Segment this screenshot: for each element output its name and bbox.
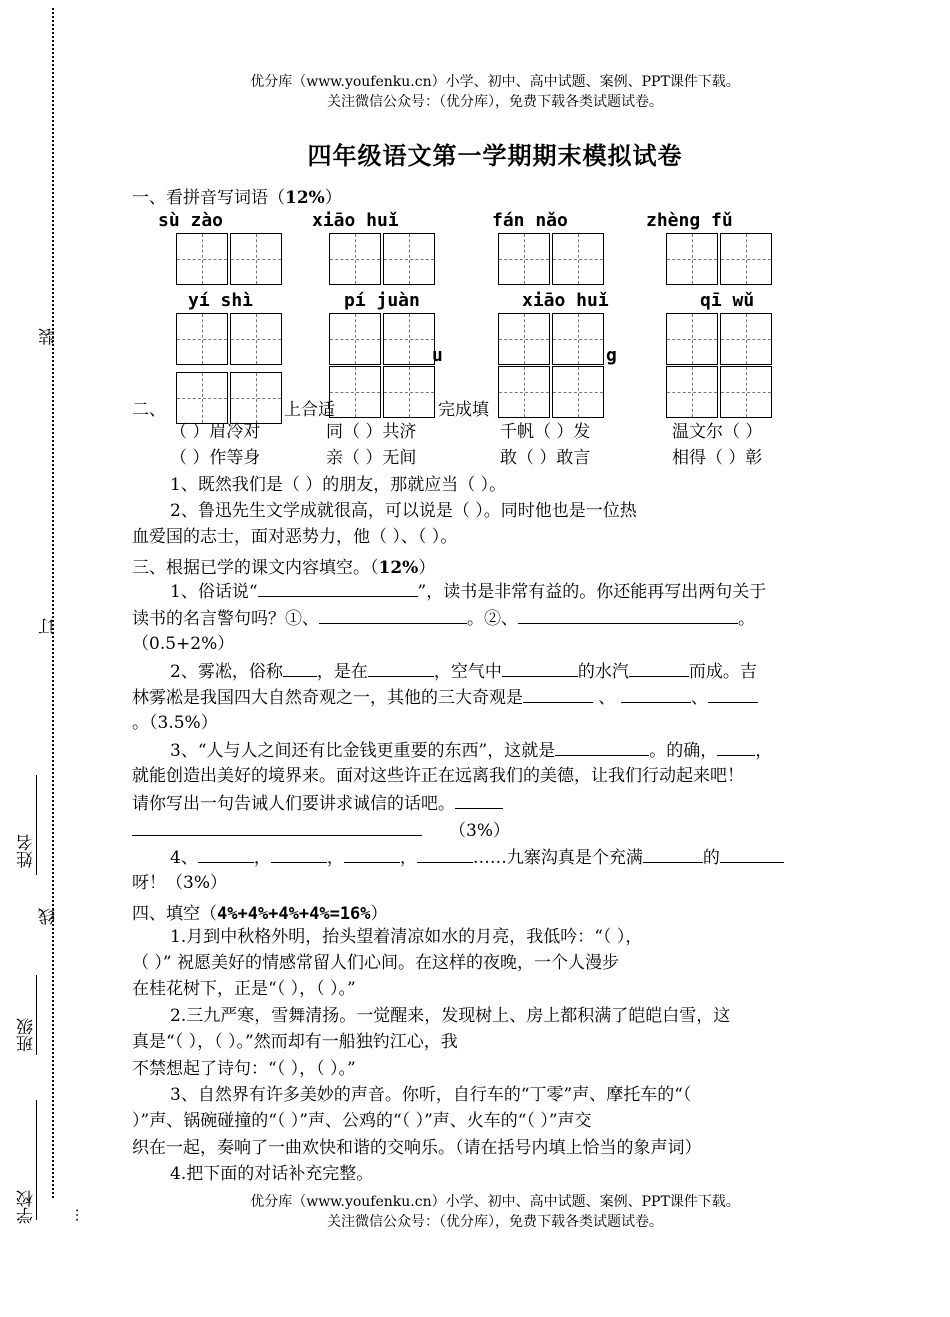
answer-blank[interactable] xyxy=(271,846,327,863)
s4-q3-line3: 织在一起，奏响了一曲欢快和谐的交响乐。（请在括号内填上恰当的象声词） xyxy=(132,1138,702,1158)
section-4-heading: 四、填空（4%+4%+4%+4%=16%） xyxy=(132,904,388,924)
s3-q1-line2: 读书的名言警句吗？①、 。②、 。 xyxy=(132,609,755,629)
s2-q1: 1、既然我们是（ ）的朋友，那就应当（ ）。 xyxy=(170,475,507,495)
writing-cell[interactable] xyxy=(329,366,381,418)
binding-dotted-line xyxy=(52,8,54,1198)
answer-blank[interactable] xyxy=(319,607,467,624)
binding-mark-xian: 线 xyxy=(39,908,59,925)
writing-cell[interactable] xyxy=(666,313,718,365)
s2-q2-line2: 血爱国的志士，面对恶势力，他（ ）、（ ）。 xyxy=(132,527,458,547)
pinyin-fragment-g: g xyxy=(606,345,617,366)
s4-q3-line2: ）”声、锅碗碰撞的“（ ）”声、公鸡的“（ ）”声、火车的“（ ）”声交 xyxy=(132,1111,592,1131)
writing-cell[interactable] xyxy=(552,233,604,285)
writing-cell[interactable] xyxy=(329,313,381,365)
pinyin-5: yí shì xyxy=(188,290,254,311)
pinyin-7: xiāo huǐ xyxy=(522,290,609,311)
writing-cell[interactable] xyxy=(383,313,435,365)
writing-cell[interactable] xyxy=(383,366,435,418)
pinyin-6: pí juàn xyxy=(344,290,420,311)
s3-q3-line1: 3、“人与人之间还有比金钱更重要的东西”，这就是 。的确， ， xyxy=(170,741,773,761)
answer-blank[interactable] xyxy=(708,686,758,703)
writing-cell[interactable] xyxy=(383,233,435,285)
footer-line-1: 优分库（www.youfenku.cn）小学、初中、高中试题、案例、PPT课件下载。 xyxy=(250,1194,740,1210)
writing-cell[interactable] xyxy=(720,366,772,418)
section-1-heading: 一、看拼音写词语（12%） xyxy=(132,188,342,208)
answer-blank[interactable] xyxy=(455,792,503,809)
writing-cell[interactable] xyxy=(230,372,282,424)
s4-q2-line2: 真是“（ ），（ ）。”然而却有一船独钓江心，我 xyxy=(132,1032,458,1052)
s3-q3-line3: 请你写出一句告诫人们要讲求诚信的话吧。 xyxy=(132,792,503,815)
page-title: 四年级语文第一学期期末模拟试卷 xyxy=(307,141,683,170)
s4-q2-line3: 不禁想起了诗句：“（ ），（ ）。” xyxy=(132,1059,356,1079)
idiom-1: （ ）眉冷对 xyxy=(170,422,261,442)
writing-cell[interactable] xyxy=(176,372,228,424)
answer-blank[interactable] xyxy=(555,739,649,756)
answer-blank[interactable] xyxy=(717,739,755,756)
section-2-heading-c: 完成填 xyxy=(438,400,489,420)
answer-blank[interactable] xyxy=(198,846,254,863)
answer-blank[interactable] xyxy=(518,607,738,624)
idiom-2: 同（ ）共济 xyxy=(326,422,417,442)
pinyin-8: qī wǔ xyxy=(700,290,755,311)
s3-q3-line2: 就能创造出美好的境界来。面对这些许正在远离我们的美德，让我们行动起来吧！ xyxy=(132,766,744,786)
pinyin-4: zhèng fǔ xyxy=(646,210,733,231)
idiom-4: 温文尔（ ） xyxy=(672,422,763,442)
pinyin-2: xiāo huǐ xyxy=(312,210,399,231)
answer-blank[interactable] xyxy=(132,819,422,836)
writing-cell[interactable] xyxy=(552,313,604,365)
s3-q2-line1: 2、雾凇，俗称 ，是在 ，空气中 的水汽 而成。吉 xyxy=(170,662,757,682)
s4-q4: 4.把下面的对话补充完整。 xyxy=(170,1164,374,1184)
answer-blank[interactable] xyxy=(344,846,400,863)
s4-q2-line1: 2.三九严寒，雪舞清扬。一觉醒来，发现树上、房上都积满了皑皑白雪，这 xyxy=(170,1006,731,1026)
s3-q2-score: 。（3.5%） xyxy=(132,713,218,733)
name-label: 姓名 xyxy=(17,834,37,868)
idiom-8: 相得（ ）彰 xyxy=(672,448,763,468)
writing-cell[interactable] xyxy=(230,233,282,285)
binding-mark-zhuang: 装 xyxy=(39,328,59,345)
writing-cell[interactable] xyxy=(498,366,550,418)
writing-cell[interactable] xyxy=(720,233,772,285)
writing-cell[interactable] xyxy=(720,313,772,365)
s3-q1-line1: 1、俗话说“ ”，读书是非常有益的。你还能再写出两句关于 xyxy=(170,582,767,602)
answer-blank[interactable] xyxy=(283,660,317,677)
writing-cell[interactable] xyxy=(666,233,718,285)
header-line-2: 关注微信公众号：（优分库），免费下载各类试题试卷。 xyxy=(327,94,663,110)
footer-line-2: 关注微信公众号：（优分库），免费下载各类试题试卷。 xyxy=(327,1214,663,1230)
idiom-6: 亲（ ）无间 xyxy=(326,448,417,468)
writing-cell[interactable] xyxy=(552,366,604,418)
s3-q4-line1: 4、 ， ， ， ……九寨沟真是个充满 的 xyxy=(170,846,784,869)
class-label: 班级 xyxy=(17,1018,37,1052)
answer-blank[interactable] xyxy=(643,846,703,863)
writing-cell[interactable] xyxy=(329,233,381,285)
answer-blank[interactable] xyxy=(720,846,784,863)
writing-cell[interactable] xyxy=(176,313,228,365)
answer-blank[interactable] xyxy=(502,660,578,677)
pinyin-3: fán nǎo xyxy=(492,210,568,231)
writing-cell[interactable] xyxy=(498,233,550,285)
s3-q4-line2: 呀！（3%） xyxy=(132,873,227,893)
answer-blank[interactable] xyxy=(368,660,434,677)
idiom-3: 千帆（ ）发 xyxy=(500,422,591,442)
school-label: 学校 xyxy=(17,1190,37,1224)
answer-blank[interactable] xyxy=(629,660,689,677)
writing-cell[interactable] xyxy=(498,313,550,365)
s3-q1-score: （0.5+2%） xyxy=(132,634,235,654)
answer-blank[interactable] xyxy=(258,580,418,597)
s4-q1-line1: 1.月到中秋格外明，抬头望着清凉如水的月亮，我低吟：“（ ）， xyxy=(170,927,643,947)
section-2-heading-b: 上合适 xyxy=(284,400,335,420)
writing-cell[interactable] xyxy=(176,233,228,285)
section-3-heading: 三、根据已学的课文内容填空。（12%） xyxy=(132,558,436,578)
s4-q1-line2: （ ）” 祝愿美好的情感常留人们心间。在这样的夜晚，一个人漫步 xyxy=(132,953,619,973)
s3-q3-line4: （3%） xyxy=(132,819,510,842)
idiom-7: 敢（ ）敢言 xyxy=(500,448,591,468)
pinyin-1: sù zào xyxy=(158,210,224,231)
header-line-1: 优分库（www.youfenku.cn）小学、初中、高中试题、案例、PPT课件下载。 xyxy=(250,74,740,90)
s4-q1-line3: 在桂花树下，正是“（ ），（ ）。” xyxy=(132,979,356,999)
s3-q2-line2: 林雾凇是我国四大自然奇观之一，其他的三大奇观是 、 、 xyxy=(132,686,758,709)
s2-q2-line1: 2、鲁迅先生文学成就很高，可以说是（ ）。同时他也是一位热 xyxy=(170,501,637,521)
writing-cell[interactable] xyxy=(230,313,282,365)
binding-mark-ding: 订 xyxy=(39,618,59,635)
answer-blank[interactable] xyxy=(621,686,691,703)
answer-blank[interactable] xyxy=(417,846,473,863)
writing-cell[interactable] xyxy=(666,366,718,418)
s4-q3-line1: 3、自然界有许多美妙的声音。你听，自行车的“丁零”声、摩托车的“（ xyxy=(170,1085,692,1105)
idiom-5: （ ）作等身 xyxy=(170,448,261,468)
name-field[interactable] xyxy=(36,775,37,875)
section-2-heading-a: 二、 xyxy=(132,400,166,420)
class-field[interactable] xyxy=(36,975,37,1055)
pinyin-fragment-u: u xyxy=(432,345,443,366)
margin-dots: … xyxy=(66,1208,82,1222)
answer-blank[interactable] xyxy=(523,686,593,703)
